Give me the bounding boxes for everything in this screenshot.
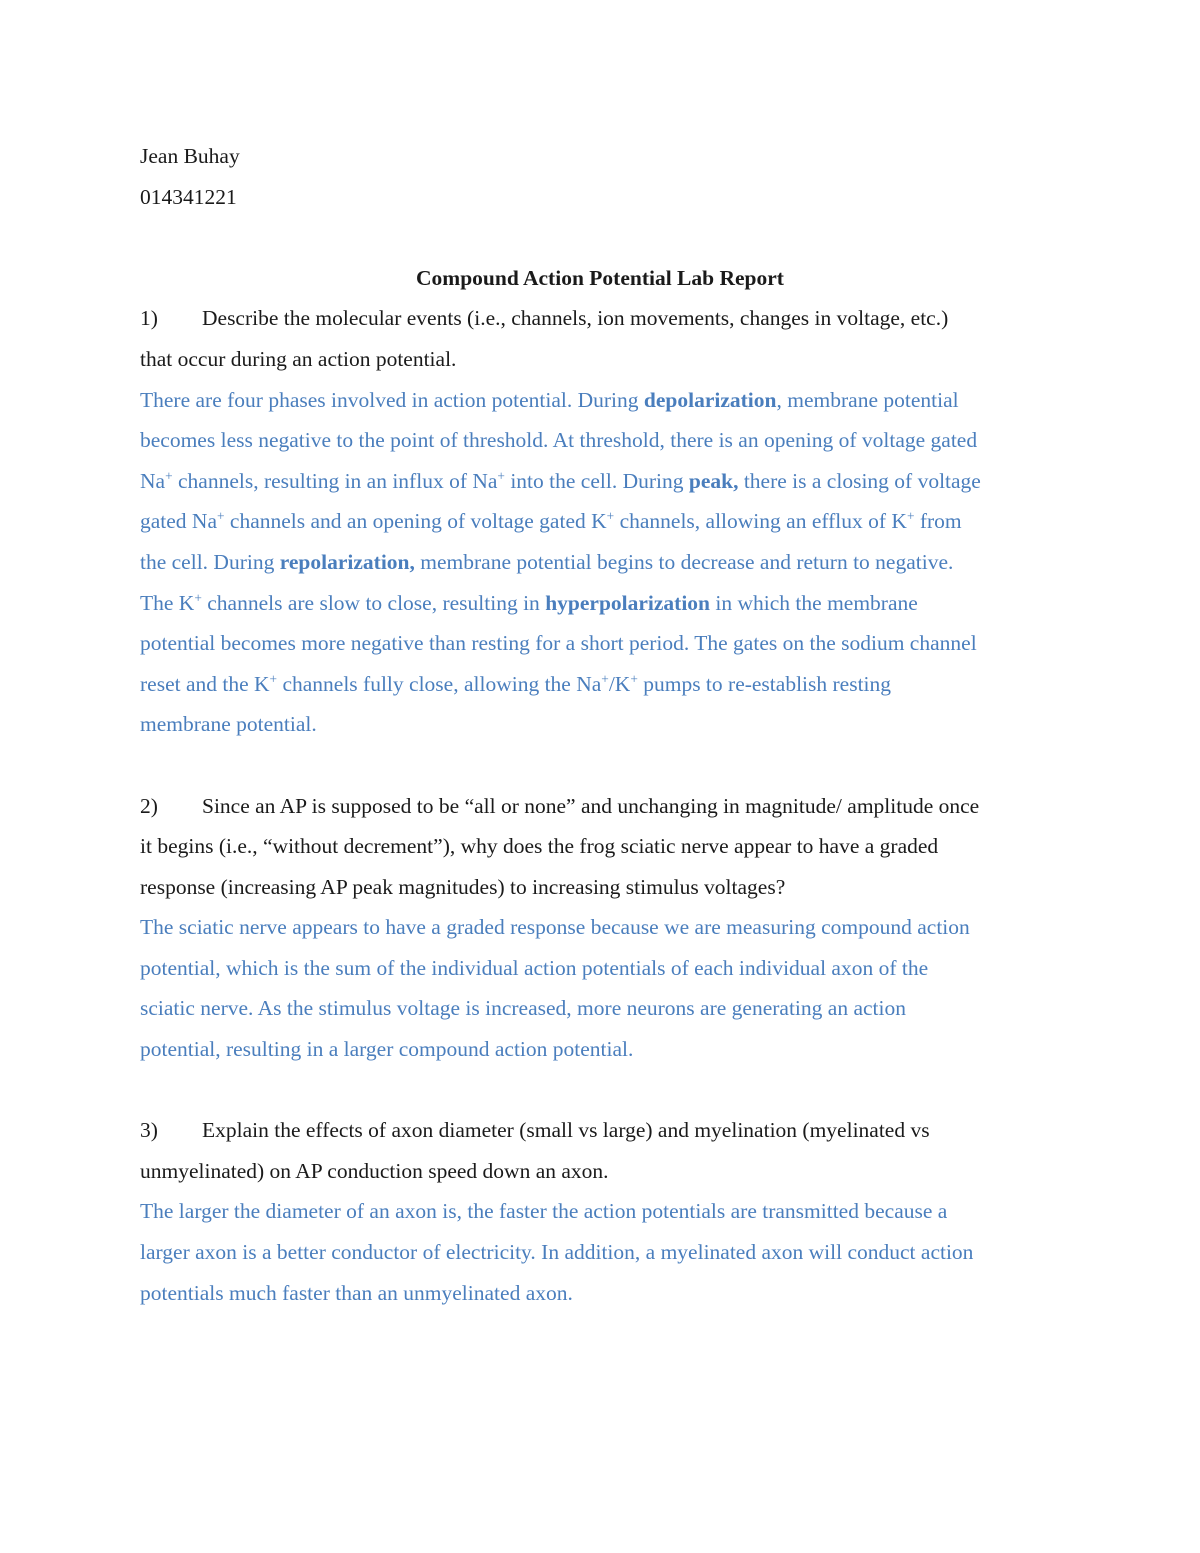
answer-line: The sciatic nerve appears to have a graded response because we are measuring compound action (140, 915, 970, 940)
answer-line: reset and the K+ channels fully close, allowing the Na+/K+ pumps to re-establish resting (140, 671, 892, 696)
term-repolarization: repolarization, (279, 549, 415, 574)
answer-line: potential, which is the sum of the individual action potentials of each individual axon of the (140, 955, 929, 980)
question-1-line-1 (140, 298, 1060, 339)
question-3-line-2: unmyelinated) on AP conduction speed down an axon. (140, 1158, 609, 1183)
answer-line: potentials much faster than an unmyelinated axon. (140, 1280, 573, 1305)
question-2-line-1 (140, 786, 1060, 827)
question-text: Since an AP is supposed to be “all or none” and unchanging in magnitude/ amplitude once (202, 793, 980, 818)
question-number: 1) (140, 306, 158, 331)
answer-line: There are four phases involved in action potential. During depolarization, membrane potential (140, 387, 959, 412)
question-1-line-2: that occur during an action potential. (140, 346, 457, 371)
answer-line: The larger the diameter of an axon is, the faster the action potentials are transmitted because a (140, 1199, 948, 1224)
spacer (140, 745, 1060, 786)
term-peak: peak, (688, 468, 739, 493)
student-id: 014341221 (140, 184, 237, 209)
document-page (140, 136, 1060, 1313)
question-number: 2) (140, 793, 158, 818)
answer-1 (140, 380, 1060, 745)
answer-2 (140, 907, 1060, 1069)
answer-line: potential, resulting in a larger compound action potential. (140, 1037, 634, 1062)
answer-3 (140, 1191, 1060, 1313)
question-2-line-3: response (increasing AP peak magnitudes) to increasing stimulus voltages? (140, 874, 786, 899)
answer-line: larger axon is a better conductor of electricity. In addition, a myelinated axon will conduct action (140, 1240, 974, 1265)
answer-line: gated Na+ channels and an opening of voltage gated K+ channels, allowing an efflux of K+ from (140, 509, 962, 534)
question-text: Explain the effects of axon diameter (small vs large) and myelination (myelinated vs (202, 1118, 930, 1143)
answer-line: The K+ channels are slow to close, resulting in hyperpolarization in which the membrane (140, 590, 918, 615)
term-hyperpolarization: hyperpolarization (545, 590, 711, 615)
spacer (140, 217, 1060, 258)
answer-line: becomes less negative to the point of threshold. At threshold, there is an opening of voltage gated (140, 428, 978, 453)
question-3-line-1 (140, 1110, 1060, 1151)
question-2-line-2: it begins (i.e., “without decrement”), why does the frog sciatic nerve appear to have a graded (140, 834, 939, 859)
term-depolarization: depolarization (643, 387, 777, 412)
author-name: Jean Buhay (140, 144, 240, 168)
answer-line: sciatic nerve. As the stimulus voltage is increased, more neurons are generating an action (140, 996, 906, 1021)
answer-line: Na+ channels, resulting in an influx of Na+ into the cell. During peak, there is a closing of voltage (140, 468, 981, 493)
answer-line: the cell. During repolarization, membrane potential begins to decrease and return to negative. (140, 549, 954, 574)
answer-line: potential becomes more negative than resting for a short period. The gates on the sodium channel (140, 631, 977, 656)
question-number: 3) (140, 1118, 158, 1143)
question-text: Describe the molecular events (i.e., channels, ion movements, changes in voltage, etc.) (202, 306, 949, 331)
spacer (140, 1070, 1060, 1111)
report-title: Compound Action Potential Lab Report (416, 265, 784, 290)
answer-line: membrane potential. (140, 712, 317, 737)
